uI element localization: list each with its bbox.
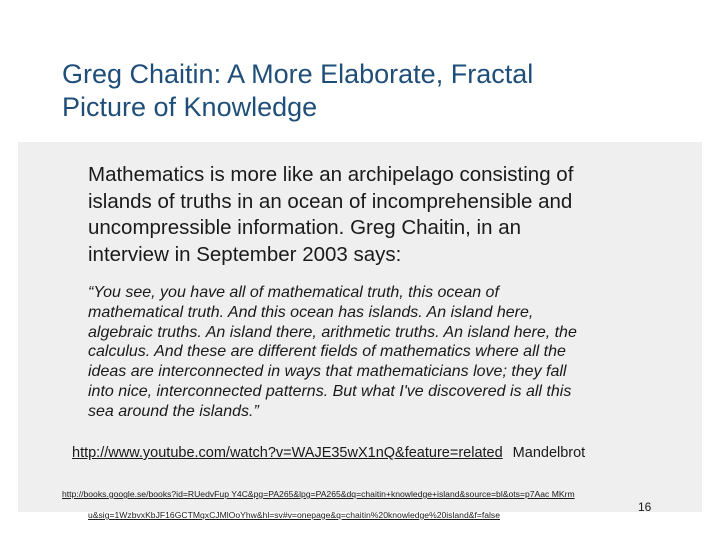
title-line: Picture of Knowledge (62, 92, 318, 122)
title-line: Greg Chaitin: A More Elaborate, Fractal (62, 59, 534, 89)
quote-line: mathematical truth. And this ocean has islands. An island here, (88, 303, 534, 321)
main-paragraph (88, 162, 678, 268)
main-line: islands of truths in an ocean of incomprehensible and (88, 189, 573, 213)
mandelbrot-label: Mandelbrot (512, 445, 586, 461)
main-line: uncompressible information. Greg Chaitin, in an (88, 216, 521, 239)
books-reference-link-continued[interactable]: u&sig=1WzbvxKbJF16GCTMqxCJMlOoYhw&hl=sv#v=onepage&q=chaitin%20knowledge%20island&f=false (88, 510, 501, 520)
page-number: 16 (638, 500, 652, 514)
quote-line: “You see, you have all of mathematical truth, this ocean of (88, 284, 499, 301)
main-line: Mathematics is more like an archipelago consisting of (88, 163, 574, 186)
quote-line: into nice, interconnected patterns. But what I've discovered is all this (88, 382, 572, 400)
link-row (72, 444, 585, 462)
books-reference-link[interactable]: http://books.google.se/books?id=RUedvFup Y4C&pg=PA265&lpg=PA265&dq=chaitin+knowledge+island&source=bl&ots=p7Aac MKrm (62, 489, 575, 499)
main-line: interview in September 2003 says: (88, 242, 402, 266)
quote-line: ideas are interconnected in ways that mathematicians love; they fall (88, 363, 567, 381)
quote-line: algebraic truths. An island there, arithmetic truths. An island here, the (88, 323, 577, 341)
youtube-link[interactable]: http://www.youtube.com/watch?v=WAJE35wX1nQ&feature=related (72, 445, 503, 461)
quote-line: sea around the islands.” (88, 402, 259, 420)
slide-title (62, 58, 682, 124)
quote-line: calculus. And these are different fields of mathematics where all the (88, 343, 566, 361)
chaitin-quote (88, 283, 658, 422)
